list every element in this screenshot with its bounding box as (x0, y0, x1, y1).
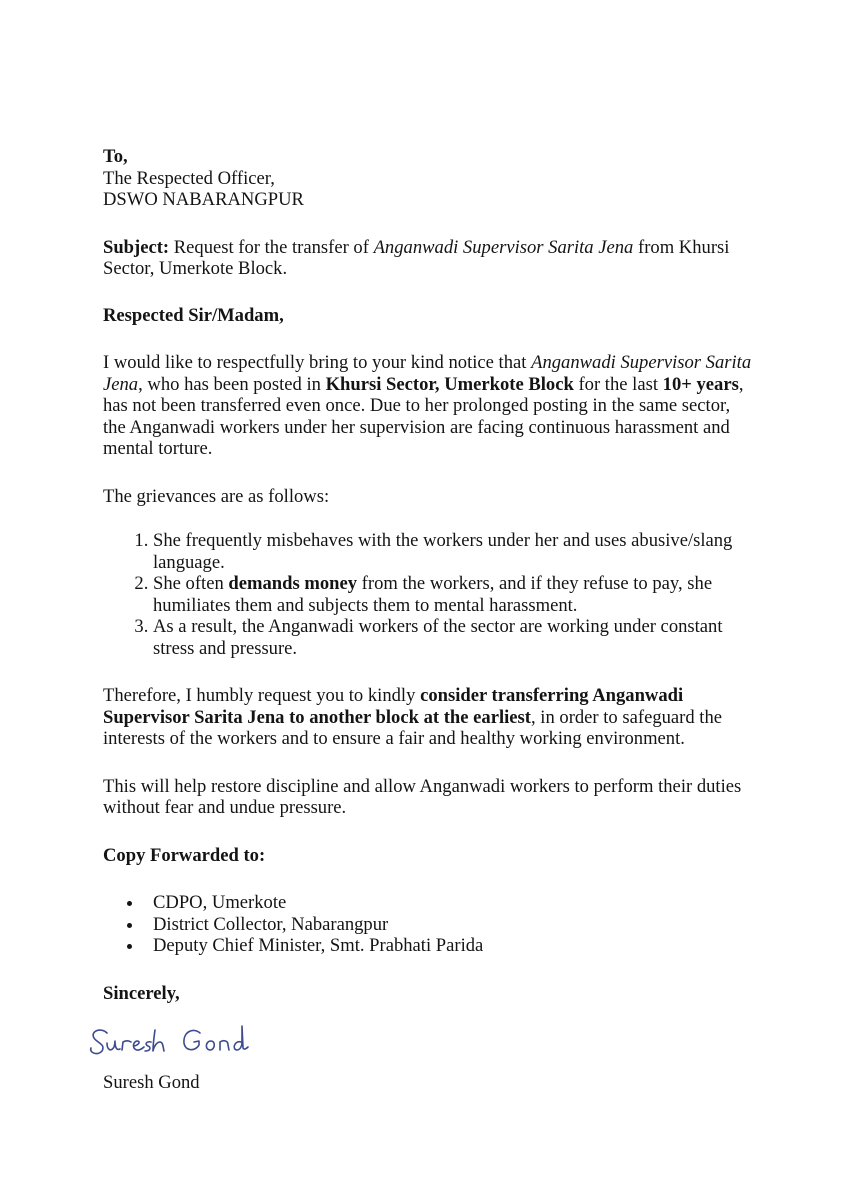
greeting: Respected Sir/Madam, (103, 304, 284, 326)
grievances-list (103, 530, 753, 659)
signature-drawing (87, 1023, 257, 1059)
copy-heading: Copy Forwarded to: (103, 844, 266, 866)
copy-item: CDPO, Umerkote (153, 892, 753, 914)
to-line: To, (103, 146, 128, 167)
request-highlight: consider transferring Anganwadi Supervisor Sarita Jena to another block at the earliest (103, 685, 684, 728)
request-paragraph: Therefore, I humbly request you to kindly consider transferring Anganwadi Supervisor Sarita Jena to another block at the earliest, in order to safeguard the interests of the workers and to ensure a fair and healthy working environment. (103, 685, 723, 749)
letter (103, 146, 753, 1094)
officer-line: The Respected Officer, (103, 167, 275, 189)
copy-item: Deputy Chief Minister, Smt. Prabhati Parida (153, 935, 753, 957)
intro-person: Anganwadi Supervisor Sarita Jena (103, 352, 752, 395)
handwritten-signature (87, 1023, 753, 1059)
grievance-item: 2. She often demands money from the workers, and if they refuse to pay, she humiliates them and subjects them to mental harassment. (153, 573, 753, 616)
intro-place: Khursi Sector, Umerkote Block (325, 373, 574, 395)
subject-label: Subject: (103, 236, 170, 258)
closing-paragraph: This will help restore discipline and allow Anganwadi workers to perform their duties without fear and undue pressure. (103, 775, 742, 818)
office-line: DSWO NABARANGPUR (103, 189, 304, 210)
signoff: Sincerely, (103, 982, 180, 1004)
grievance-item: 1. She frequently misbehaves with the workers under her and uses abusive/slang language. (153, 530, 753, 573)
copy-item: District Collector, Nabarangpur (153, 914, 753, 936)
subject-line: Subject: Request for the transfer of Anganwadi Supervisor Sarita Jena from Khursi Sector, Umerkote Block. (103, 236, 730, 279)
subject-person: Anganwadi Supervisor Sarita Jena (373, 236, 634, 258)
grievance-item: 3. As a result, the Anganwadi workers of the sector are working under constant stress and pressure. (153, 616, 753, 659)
intro-paragraph: I would like to respectfully bring to your kind notice that Anganwadi Supervisor Sarita Jena, who has been posted in Khursi Sector, Umerkote Block for the last 10+ years, has not been transferred even once. Due to her prolonged posting in the same sector, the Anganwadi workers under her supervision are facing continuous harassment and mental torture. (103, 352, 752, 459)
signer-name: Suresh Gond (103, 1072, 200, 1093)
grievances-intro: The grievances are as follows: (103, 485, 330, 507)
recipient-block (103, 146, 753, 211)
intro-years: 10+ years (662, 373, 739, 395)
copy-list (103, 892, 753, 957)
